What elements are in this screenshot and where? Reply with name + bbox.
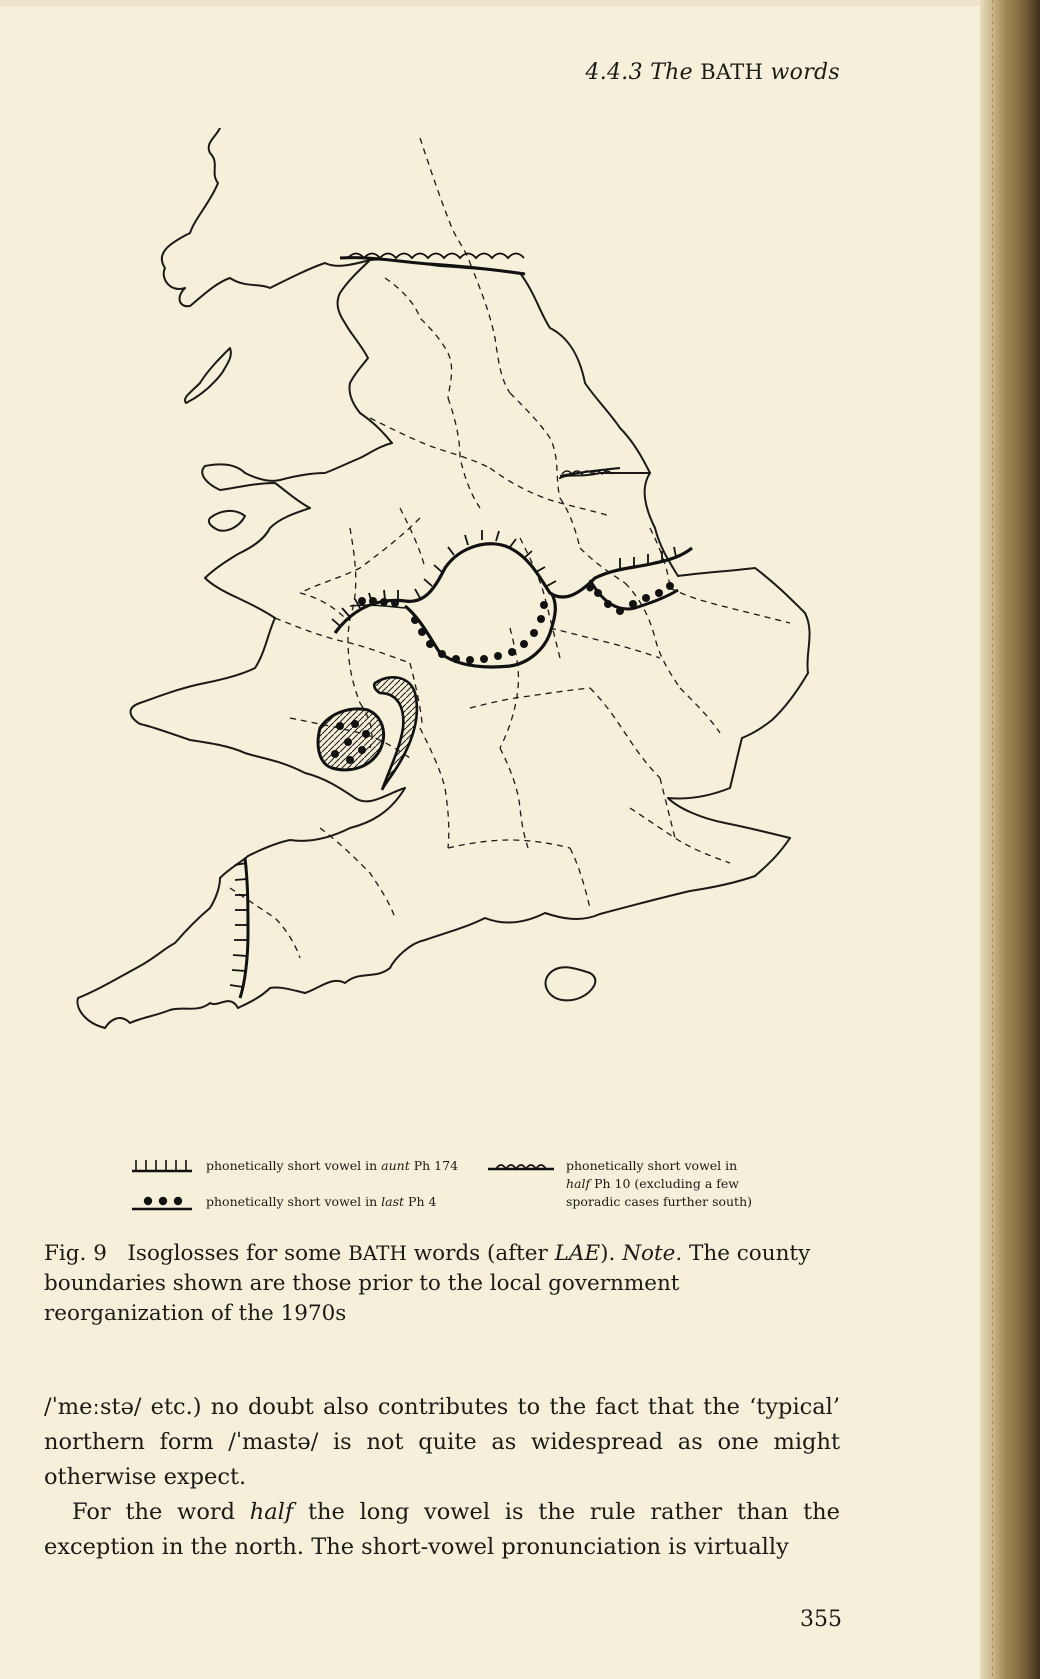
paragraph-2 xyxy=(44,1495,840,1565)
body-text xyxy=(44,1390,840,1565)
map-legend xyxy=(130,1157,770,1217)
legend-label-aunt xyxy=(206,1157,458,1175)
caption-text-b: words (after xyxy=(406,1241,555,1266)
paragraph-2-word: half xyxy=(249,1499,294,1525)
legend-half-line1: phonetically short vowel in xyxy=(566,1158,738,1173)
isogloss-last xyxy=(318,580,678,770)
paragraph-2-post: the long vowel is the rule rather than the exception in the north. The short-vowel pronunciation is virtually xyxy=(44,1499,840,1560)
legend-half-word: half xyxy=(566,1176,591,1191)
page-number: 355 xyxy=(800,1607,842,1632)
isogloss-map xyxy=(70,128,890,1128)
caption-lae: LAE xyxy=(554,1241,601,1266)
legend-symbol-hatched-line xyxy=(130,1157,196,1173)
paragraph-2-pre: For the word xyxy=(72,1499,250,1525)
legend-label-last xyxy=(206,1193,436,1211)
legend-item-last xyxy=(130,1193,436,1213)
legend-label-half xyxy=(566,1157,752,1211)
legend-aunt-post: Ph 174 xyxy=(409,1158,459,1173)
legend-aunt-word: aunt xyxy=(381,1158,410,1173)
legend-item-aunt xyxy=(130,1157,458,1175)
legend-last-post: Ph 4 xyxy=(404,1194,437,1209)
section-number: 4.4.3 xyxy=(585,60,643,85)
legend-symbol-dotted-line xyxy=(130,1193,196,1213)
running-head xyxy=(450,60,840,85)
caption-text-d: The county boundaries shown are those prior to the local government reorganization of the 1970s xyxy=(44,1241,811,1326)
legend-half-line3: sporadic cases further south) xyxy=(566,1194,753,1209)
legend-item-half xyxy=(486,1157,752,1211)
coastline xyxy=(77,128,809,1028)
caption-note-label: Note. xyxy=(622,1241,683,1266)
running-head-title-post: words xyxy=(763,60,840,85)
book-spine-edge xyxy=(980,0,1040,1679)
caption-text-c: ). xyxy=(600,1241,623,1266)
legend-aunt-pre: phonetically short vowel in xyxy=(206,1158,382,1173)
page-top-edge xyxy=(0,0,1040,6)
legend-half-line2: Ph 10 (excluding a few xyxy=(590,1176,739,1191)
caption-text-a: Isoglosses for some xyxy=(127,1241,349,1266)
legend-symbol-scalloped-line xyxy=(486,1157,556,1173)
legend-last-word: last xyxy=(381,1194,405,1209)
legend-last-pre: phonetically short vowel in xyxy=(206,1194,382,1209)
figure-label: Fig. 9 xyxy=(44,1241,107,1266)
running-head-title-pre: The xyxy=(650,60,701,85)
running-head-title-sc: BATH xyxy=(700,60,764,84)
paragraph-1: /ˈmeːstə/ etc.) no doubt also contributes to the fact that the ‘typical’ northern form /ˈmastə/ is not quite as widespread as one might otherwise expect. xyxy=(44,1394,840,1490)
caption-bath-sc: BATH xyxy=(348,1241,407,1265)
figure-caption xyxy=(44,1238,844,1329)
